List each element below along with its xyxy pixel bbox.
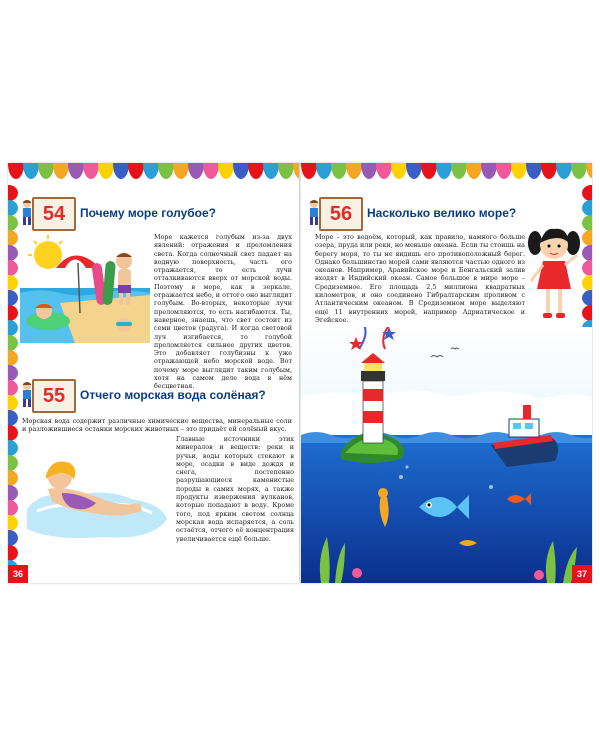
- border-dot: [8, 455, 18, 471]
- right-page: [301, 163, 592, 583]
- border-dot: [8, 545, 18, 561]
- border-dot: [346, 163, 362, 179]
- border-dot: [526, 163, 542, 179]
- left-page: [8, 163, 299, 583]
- border-dot: [582, 230, 592, 246]
- page-number-left: 36: [8, 565, 28, 583]
- border-dot: [158, 163, 174, 179]
- border-dot: [466, 163, 482, 179]
- border-dot: [571, 163, 587, 179]
- q55-header: [22, 379, 266, 411]
- border-dot: [8, 320, 18, 336]
- border-dot: [582, 275, 592, 291]
- border-dot: [83, 163, 99, 179]
- border-dot: [8, 380, 18, 396]
- border-dot: [451, 163, 467, 179]
- border-dot: [263, 163, 279, 179]
- border-dot: [582, 200, 592, 216]
- page-number-right: 37: [572, 565, 592, 583]
- border-dot: [8, 245, 18, 261]
- border-dot: [8, 163, 24, 179]
- border-dot: [188, 163, 204, 179]
- side-dot-border: [8, 185, 18, 583]
- book-spread: [8, 163, 592, 583]
- girl-floating-illustration: [22, 449, 172, 545]
- border-dot: [436, 163, 452, 179]
- border-dot: [541, 163, 557, 179]
- border-dot: [113, 163, 129, 179]
- border-dot: [8, 200, 18, 216]
- q55-number: 55: [32, 379, 76, 413]
- border-dot: [316, 163, 332, 179]
- border-dot: [8, 485, 18, 501]
- border-dot: [301, 163, 317, 179]
- border-dot: [361, 163, 377, 179]
- border-dot: [8, 350, 18, 366]
- lighthouse-sea-illustration: [301, 327, 592, 583]
- border-dot: [8, 425, 18, 441]
- border-dot: [8, 230, 18, 246]
- q56-badge: [309, 197, 363, 229]
- beach-kids-illustration: [20, 233, 150, 343]
- border-dot: [128, 163, 144, 179]
- border-dot: [582, 290, 592, 306]
- border-dot: [582, 185, 592, 201]
- border-dot: [376, 163, 392, 179]
- border-dot: [8, 305, 18, 321]
- q56-text: Море – это водоём, который, как правило, намного больше озера, пруда или реки, но меньше океана. Если ты стоишь на берегу моря, то ты не видишь его противоположный берег. Однако большинство морей сами являются частью одного из океанов. Например, Аравийское море и Бенгальский залив входят в Индийский океан. Самое большое в мире море – Средиземное. Его площадь 2,5 миллиона квадратных километров, и оно соединено Гибралтарским проливом с Атлантическим океаном. В Средиземном море выделяют ещё 11 внутренних морей, например Адриатическое и Эгейское.: [315, 233, 525, 324]
- border-dot: [8, 410, 18, 426]
- border-dot: [8, 395, 18, 411]
- border-dot: [8, 290, 18, 306]
- border-dot: [8, 335, 18, 351]
- border-dot: [38, 163, 54, 179]
- border-dot: [496, 163, 512, 179]
- border-dot: [23, 163, 39, 179]
- border-dot: [8, 275, 18, 291]
- border-dot: [173, 163, 189, 179]
- border-dot: [556, 163, 572, 179]
- border-dot: [8, 215, 18, 231]
- border-dot: [391, 163, 407, 179]
- q55-text-top: Морская вода содержит различные химические вещества, минеральные соли и разложившиеся останки морских животных – это придаёт ей солёный вкус.: [22, 417, 292, 434]
- border-dot: [143, 163, 159, 179]
- border-dot: [481, 163, 497, 179]
- border-dot: [421, 163, 437, 179]
- border-dot: [8, 365, 18, 381]
- q56-title: Насколько велико море?: [367, 206, 517, 220]
- border-dot: [68, 163, 84, 179]
- border-dot: [582, 305, 592, 321]
- border-dot: [233, 163, 249, 179]
- q55-text-side: Главные источники этих минералов и веществ: реки и ручьи, воды которых стекают в море, осадки в виде дождя и снега, постепенно разрушающиеся каменистые породы в самих морях, а также продукты извержения вулканов, которые попадают в воду. Кроме того, под ярким светом солнца морская вода испаряется, а соль остаётся, отчего её концентрация увеличивается ещё больше.: [176, 435, 294, 543]
- q56-header: [309, 197, 516, 229]
- q56-number: 56: [319, 197, 363, 231]
- border-dot: [8, 500, 18, 516]
- q54-text: Море кажется голубым из-за двух явлений: отражения и преломления света. Когда солнечный свет падает на водную поверхность, часть его отражается, то есть лучи отталкиваются вверх от морской воды. Поэтому в море, как в зеркале, отражается небо, и оттого оно выглядит голубым. Во-вторых, некоторые лучи преломляются, то есть нагибаются. Ты, наверное, знаешь, что свет состоит из семи цветов (радуга). И когда световой луч изгибается, то голубой преломляется сильнее других цветов. Это добавляет голубизны к уже отражающей небо морской воде. Вот почему море выглядит таким голубым, хотя на самом деле вода в нём бесцветная.: [154, 233, 292, 391]
- border-dot: [98, 163, 114, 179]
- top-dot-border: [8, 163, 299, 185]
- border-dot: [203, 163, 219, 179]
- border-dot: [8, 470, 18, 486]
- top-dot-border: [301, 163, 592, 185]
- border-dot: [8, 515, 18, 531]
- border-dot: [331, 163, 347, 179]
- border-dot: [582, 245, 592, 261]
- border-dot: [248, 163, 264, 179]
- border-dot: [586, 163, 592, 179]
- border-dot: [53, 163, 69, 179]
- q54-header: [22, 197, 216, 229]
- border-dot: [218, 163, 234, 179]
- border-dot: [278, 163, 294, 179]
- border-dot: [8, 185, 18, 201]
- q54-title: Почему море голубое?: [80, 206, 217, 220]
- q54-badge: [22, 197, 76, 229]
- border-dot: [8, 530, 18, 546]
- border-dot: [511, 163, 527, 179]
- q55-badge: [22, 379, 76, 411]
- q54-number: 54: [32, 197, 76, 231]
- q55-title: Отчего морская вода солёная?: [80, 388, 266, 402]
- border-dot: [582, 215, 592, 231]
- girl-pigtails-illustration: [525, 225, 583, 323]
- border-dot: [8, 260, 18, 276]
- border-dot: [406, 163, 422, 179]
- border-dot: [582, 260, 592, 276]
- border-dot: [8, 440, 18, 456]
